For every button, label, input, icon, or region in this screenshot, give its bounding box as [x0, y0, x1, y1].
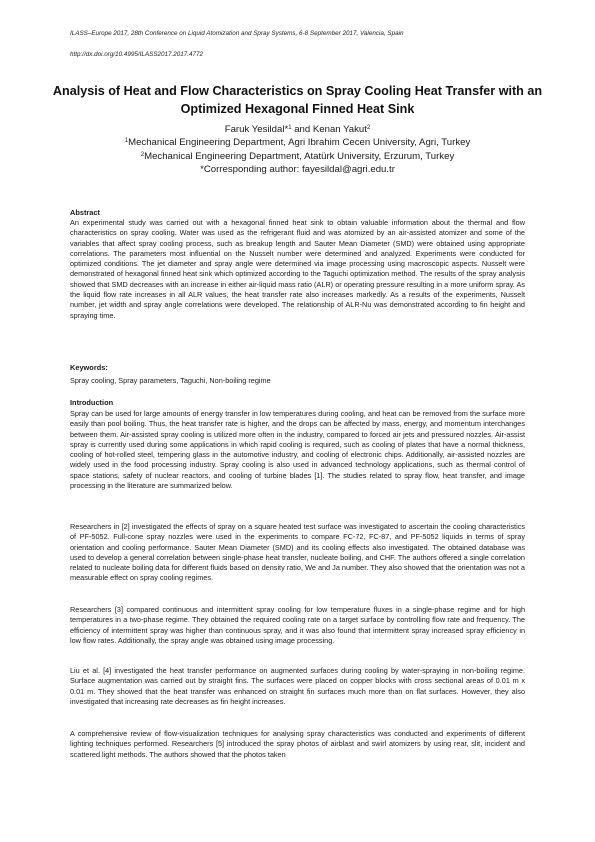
intro-paragraph-5: A comprehensive review of flow-visualization techniques for analysing spray characteristics was conducted and experiments of different lighting techniques performed. Researchers [5] introduced the spray photos of airblast and swirl atomizers by using rear, slit, incident and scattered light methods. The authors showed that the photos taken [70, 729, 525, 759]
affiliation-1 [0, 136, 595, 149]
author-line [0, 123, 595, 136]
affiliation-2-text: Mechanical Engineering Department, Atatürk University, Erzurum, Turkey [144, 151, 455, 162]
abstract-heading: Abstract [70, 208, 100, 217]
author-1-affiliation-mark: 1 [288, 125, 292, 131]
affiliation-2-mark: 2 [140, 152, 145, 158]
doi-link[interactable]: http://dx.doi.org/10.4995/ILASS2017.2017.4772 [70, 51, 204, 58]
author-1: Faruk Yesildal* [224, 124, 289, 135]
author-2-affiliation-mark: 2 [366, 125, 371, 131]
corresponding-author: *Corresponding author: fayesildal@agri.edu.tr [200, 164, 395, 175]
intro-paragraph-4: Liu et al. [4] investigated the heat transfer performance on augmented surfaces during cooling by water-spraying in non-boiling regime. Surface augmentation was carried out by straight fins. The surfaces were placed on copper blocks with cross sectional areas of 0.01 m x 0.01 m. They showed that the heat transfer was enhanced on straight fin surfaces much more than on flat surfaces. However, they also investigated that increasing rate decreases as fin height increases. [70, 666, 525, 706]
affiliation-1-mark: 1 [124, 138, 129, 144]
affiliation-2 [0, 150, 595, 163]
intro-paragraph-3: Researchers [3] compared continuous and intermittent spray cooling for low temperature fluxes in a single-phase regime and for high temperatures in a two-phase regime. They obtained the required cooling rate on a target surface by controlling flow rate and frequency. The efficiency of intermittent spray was higher than continuous spray, and it was also found that intermittent spray increased spray efficiency in low flow rates. Additionally, the spray angle was obtained using image processing. [70, 605, 525, 645]
intro-paragraph-2: Researchers in [2] investigated the effects of spray on a square heated test surface was investigated to ascertain the cooling characteristics of PF-5052. Full-cone spray nozzles were used in the experiments to compare FC-72, FC-87, and PF-5052 liquids in terms of spray orientation and cooling performance. Sauter Mean Diameter (SMD) and its cooling effects also investigated. The obtained database was used to develop a general correlation between single-phase heat transfer, nucleate boiling, and CHF. The authors offered a single correlation related to nucleate boiling data for different fluids based on density ratio, We and Ja number. They also showed that the orientation was not a measurable effect on spray cooling regimes. [70, 522, 525, 583]
affiliation-1-text: Mechanical Engineering Department, Agri Ibrahim Cecen University, Agri, Turkey [128, 137, 471, 148]
paper-title: Analysis of Heat and Flow Characteristics on Spray Cooling Heat Transfer with an Optimized Hexagonal Finned Heat Sink [52, 84, 543, 116]
author-conjunction: and [291, 124, 313, 135]
conference-header: ILASS–Europe 2017, 28th Conference on Liquid Atomization and Spray Systems, 6-8 September 2017, Valencia, Spain [70, 30, 404, 37]
abstract-text: An experimental study was carried out with a hexagonal finned heat sink to obtain valuable information about the thermal and flow characteristics on spray cooling. Water was used as the refrigerant fluid and was atomized by an air-assisted atomizer and some of the variables that affect spray cooling process, such as breakup length and Sauter Mean Diameter (SMD) were obtained using appropriate correlations. The parameters most influential on the Nusselt number were determined and analyzed. Experiments were conducted for optimized conditions. The jet diameter and spray angle were determined via image processing using macroscopic aspects. Nusselt were demonstrated of hexagonal finned heat sink which optimized according to the Taguchi optimization method. The results of the spray analysis showed that SMD decreases with an increase in either air-liquid mass ratio (ALR) or operating pressure resulting in a more uniform spray. As the liquid flow rate increases in all ALR values, the heat transfer rate also increases markedly. As a results of the experiments, Nusselt number, jet width and spray angle correlations were developed. The relationship of ALR-Nu was demonstrated according to fin height and spraying time. [70, 218, 525, 320]
author-2: Kenan Yakut [312, 124, 367, 135]
keywords-heading: Keywords: [70, 363, 108, 372]
introduction-heading: Introduction [70, 398, 114, 407]
keywords-text: Spray cooling, Spray parameters, Taguchi, Non-boiling regime [70, 376, 271, 385]
intro-paragraph-1: Spray can be used for large amounts of energy transfer in low temperatures during cooling, and heat can be removed from the surface more easily than pool boiling. Thus, the heat transfer rate is higher, and the drops can be affected by mass, energy, and momentum interchanges between them. Air-assisted spray cooling is utilized more often in the industry, compared to forced air jets and pressured nozzles. Air-assist spray is currently used during some applications in which rapid cooling is required, such as cooling of plates that have a normal thickness, cooling of hot-rolled steel, tempering glass in the automotive industry, and cooling of electronic chips. Additionally, air-assisted nozzles are widely used in the food processing industry. Spray cooling is also used in advanced technology applications, such as thermal control of space stations, safety of nuclear reactors, and cooling of turbine blades [1]. The studies related to spray flow, heat transfer, and image processing in the literature are summarized below. [70, 409, 525, 491]
